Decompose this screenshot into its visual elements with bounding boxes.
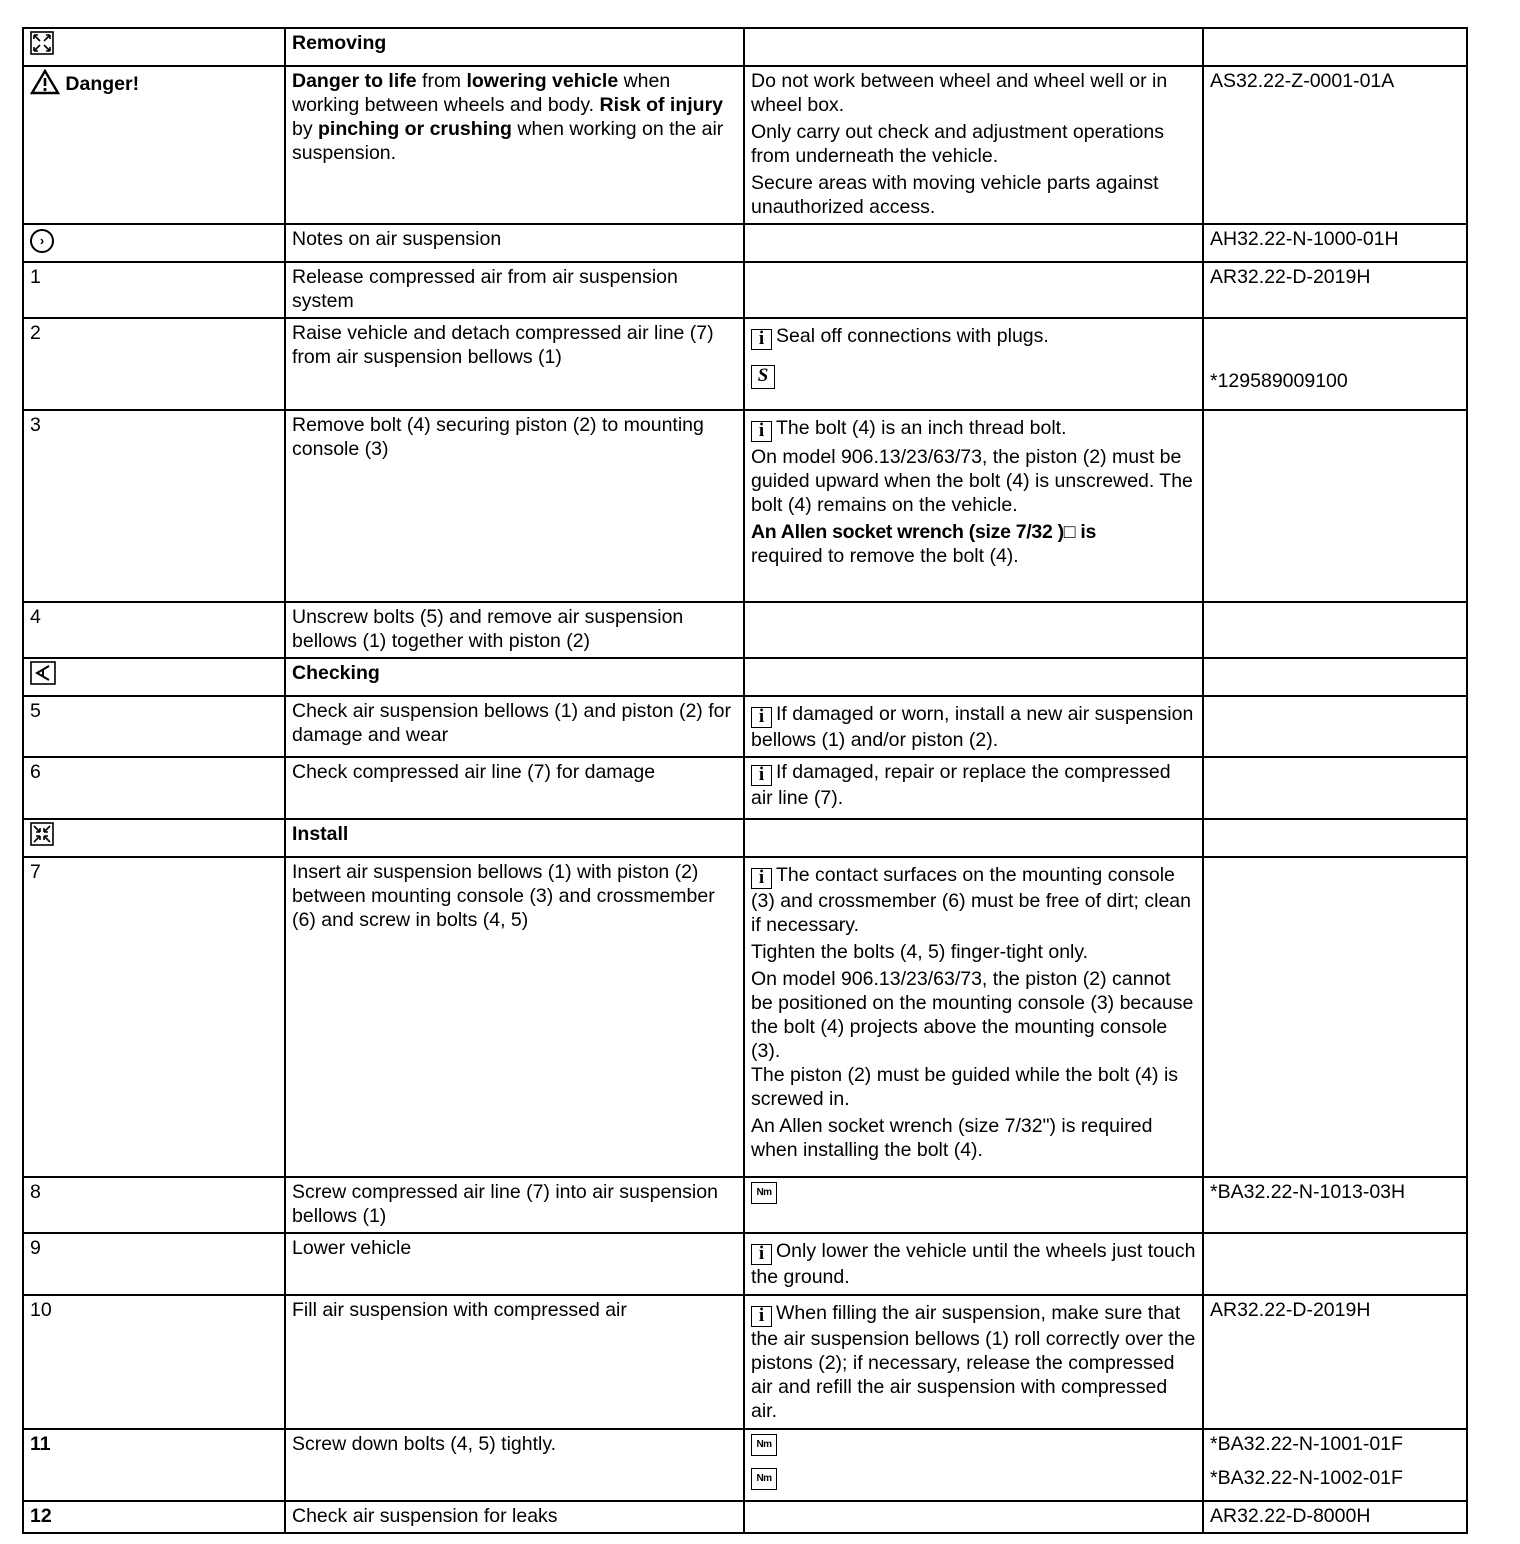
step-notes: i If damaged or worn, install a new air suspension bellows (1) and/or piston (2). (744, 696, 1203, 757)
danger-reference: AS32.22-Z-0001-01A (1203, 66, 1467, 224)
step-row (23, 1429, 1467, 1501)
step-number: 6 (23, 757, 285, 819)
step-row (23, 1295, 1467, 1429)
step-number: 11 (23, 1429, 285, 1501)
step-reference: AR32.22-D-8000H (1203, 1501, 1467, 1533)
step-number: 7 (23, 857, 285, 1177)
step-notes: i The bolt (4) is an inch thread bolt. On model 906.13/23/63/73, the piston (2) must be guided upward when the bolt (4) is unscrewed. The bolt (4) remains on the vehicle. An Allen socket wrench (size 7/32 )□ is required to remove the bolt (4). (744, 410, 1203, 602)
step-number: 4 (23, 602, 285, 658)
section-row-removing (23, 28, 1467, 66)
step-number: 10 (23, 1295, 285, 1429)
step-number: 12 (23, 1501, 285, 1533)
step-notes: i When filling the air suspension, make sure that the air suspension bellows (1) roll correctly over the pistons (2); if necessary, release the compressed air and refill the air suspension with compressed air. (744, 1295, 1203, 1429)
removal-icon (30, 31, 54, 61)
torque-icon: Nm (751, 1434, 777, 1456)
notes-text: Notes on air suspension (285, 224, 744, 262)
info-icon: i (751, 421, 772, 442)
section-title-checking: Checking (285, 658, 744, 696)
step-action: Insert air suspension bellows (1) with piston (2) between mounting console (3) and crossmember (6) and screw in bolts (4, 5) (285, 857, 744, 1177)
section-title-install: Install (285, 819, 744, 857)
step-reference: *129589009100 (1203, 318, 1467, 410)
step-action: Raise vehicle and detach compressed air line (7) from air suspension bellows (1) (285, 318, 744, 410)
notes-reference: AH32.22-N-1000-01H (1203, 224, 1467, 262)
step-row (23, 318, 1467, 410)
step-notes: i Only lower the vehicle until the wheels just touch the ground. (744, 1233, 1203, 1295)
danger-row (23, 66, 1467, 224)
warning-triangle-icon (30, 69, 60, 101)
step-action: Check compressed air line (7) for damage (285, 757, 744, 819)
step-row (23, 410, 1467, 602)
danger-instructions: Do not work between wheel and wheel well or in wheel box. Only carry out check and adjustment operations from underneath the vehicle. Secure areas with moving vehicle parts against unauthorized access. (744, 66, 1203, 224)
step-reference: AR32.22-D-2019H (1203, 1295, 1467, 1429)
step-number: 2 (23, 318, 285, 410)
notes-icon: › (30, 229, 54, 253)
step-number: 3 (23, 410, 285, 602)
step-reference: *BA32.22-N-1001-01F *BA32.22-N-1002-01F (1203, 1429, 1467, 1501)
step-action: Check air suspension bellows (1) and piston (2) for damage and wear (285, 696, 744, 757)
step-number: 8 (23, 1177, 285, 1233)
step-action: Check air suspension for leaks (285, 1501, 744, 1533)
step-row (23, 1177, 1467, 1233)
step-row (23, 1501, 1467, 1533)
info-icon: i (751, 707, 772, 728)
info-icon: i (751, 329, 772, 350)
check-icon (30, 661, 56, 691)
section-title-removing: Removing (285, 28, 744, 66)
install-icon (30, 822, 54, 852)
procedure-table (22, 27, 1468, 1534)
section-row-install (23, 819, 1467, 857)
step-action: Lower vehicle (285, 1233, 744, 1295)
step-row (23, 262, 1467, 318)
step-notes: i If damaged, repair or replace the compressed air line (7). (744, 757, 1203, 819)
info-icon: i (751, 1244, 772, 1265)
step-row (23, 602, 1467, 658)
step-number: 1 (23, 262, 285, 318)
torque-icon: Nm (751, 1468, 777, 1490)
step-action: Screw down bolts (4, 5) tightly. (285, 1429, 744, 1501)
notes-row (23, 224, 1467, 262)
step-reference: AR32.22-D-2019H (1203, 262, 1467, 318)
step-action: Unscrew bolts (5) and remove air suspension bellows (1) together with piston (2) (285, 602, 744, 658)
danger-label: Danger! (65, 73, 140, 96)
step-action: Release compressed air from air suspension system (285, 262, 744, 318)
step-reference: *BA32.22-N-1013-03H (1203, 1177, 1467, 1233)
step-row (23, 696, 1467, 757)
step-action: Remove bolt (4) securing piston (2) to mounting console (3) (285, 410, 744, 602)
step-row (23, 857, 1467, 1177)
step-notes: i The contact surfaces on the mounting console (3) and crossmember (6) must be free of dirt; clean if necessary. Tighten the bolts (4, 5) finger-tight only. On model 906.13/23/63/73, the piston (2) cannot be positioned on the mounting console (3) because the bolt (4) projects above the mounting console (3). The piston (2) must be guided while the bolt (4) is screwed in. An Allen socket wrench (size 7/32") is required when installing the bolt (4). (744, 857, 1203, 1177)
info-icon: i (751, 868, 772, 889)
step-action: Screw compressed air line (7) into air suspension bellows (1) (285, 1177, 744, 1233)
special-tool-icon: S (751, 365, 775, 389)
step-notes: i Seal off connections with plugs. S (744, 318, 1203, 410)
step-row (23, 1233, 1467, 1295)
step-row (23, 757, 1467, 819)
step-number: 5 (23, 696, 285, 757)
info-icon: i (751, 1306, 772, 1327)
danger-description: Danger to life from lowering vehicle when working between wheels and body. Risk of injury by pinching or crushing when working on the air suspension. (285, 66, 744, 224)
step-action: Fill air suspension with compressed air (285, 1295, 744, 1429)
section-row-checking (23, 658, 1467, 696)
torque-icon: Nm (751, 1182, 777, 1204)
info-icon: i (751, 765, 772, 786)
step-number: 9 (23, 1233, 285, 1295)
